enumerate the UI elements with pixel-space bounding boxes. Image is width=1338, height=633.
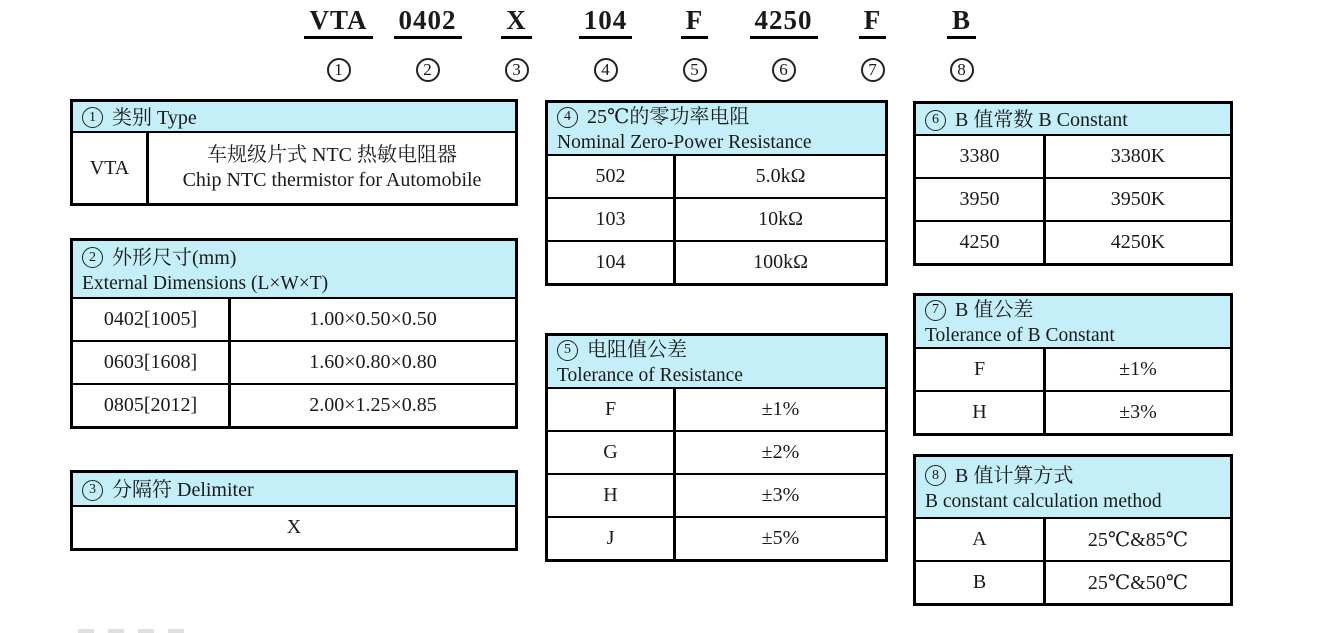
table-b-constant bbox=[913, 101, 1233, 266]
table-title: 类别 Type bbox=[112, 106, 197, 129]
part-code-size: 0402 bbox=[394, 5, 462, 39]
table-header bbox=[548, 103, 885, 156]
table-title-en: Tolerance of B Constant bbox=[925, 325, 1115, 346]
table-title-zh: 电阻值公差 bbox=[587, 339, 687, 361]
table-header bbox=[548, 336, 885, 389]
part-code-b-constant: 4250 bbox=[750, 5, 818, 39]
table-cell-code: A bbox=[916, 519, 1046, 560]
circled-number-icon: 3 bbox=[82, 480, 103, 501]
table-row bbox=[916, 562, 1230, 603]
table-cell-value: 25℃&85℃ bbox=[1087, 529, 1189, 551]
table-row bbox=[73, 507, 515, 548]
table-header bbox=[73, 241, 515, 299]
table-header bbox=[916, 457, 1230, 519]
table-b-method bbox=[913, 454, 1233, 606]
table-row bbox=[916, 392, 1230, 433]
table-row bbox=[916, 136, 1230, 179]
table-b-tolerance bbox=[913, 293, 1233, 436]
table-title-zh: 外形尺寸(mm) bbox=[112, 246, 237, 269]
table-cell-code: J bbox=[548, 518, 676, 559]
table-row bbox=[548, 518, 885, 559]
part-code-resistance: 104 bbox=[579, 5, 633, 39]
table-row bbox=[548, 475, 885, 518]
table-header bbox=[916, 296, 1230, 349]
circled-number-icon: 2 bbox=[82, 247, 103, 268]
table-cell-code: 502 bbox=[548, 156, 676, 197]
part-number-segment bbox=[294, 5, 383, 82]
part-code-b-method: B bbox=[947, 5, 976, 39]
table-cell-code: 3380 bbox=[916, 136, 1046, 177]
table-cell-code: VTA bbox=[73, 133, 149, 203]
table-cell-description bbox=[149, 133, 515, 203]
table-header bbox=[73, 102, 515, 133]
table-title-zh: B 值公差 bbox=[955, 299, 1034, 321]
table-row bbox=[916, 179, 1230, 222]
table-cell-value: ±3% bbox=[1119, 401, 1157, 423]
table-cell-code: F bbox=[916, 349, 1046, 390]
table-row bbox=[73, 385, 515, 426]
circled-index-8: 8 bbox=[950, 58, 974, 82]
table-row bbox=[916, 349, 1230, 392]
circled-index-2: 2 bbox=[416, 58, 440, 82]
table-title-en: Tolerance of Resistance bbox=[557, 365, 743, 386]
table-cell-code: 0805[2012] bbox=[73, 385, 231, 426]
table-row bbox=[916, 519, 1230, 562]
table-header bbox=[916, 104, 1230, 136]
table-resistance bbox=[545, 100, 888, 286]
table-title-en: Nominal Zero-Power Resistance bbox=[557, 132, 812, 153]
circled-number-icon: 4 bbox=[557, 107, 578, 128]
circled-number-icon: 8 bbox=[925, 465, 946, 486]
table-title: B 值常数 B Constant bbox=[955, 109, 1128, 131]
circled-index-7: 7 bbox=[861, 58, 885, 82]
table-cell-code: 0402[1005] bbox=[73, 299, 231, 340]
circled-number-icon: 5 bbox=[557, 340, 578, 361]
circled-index-6: 6 bbox=[772, 58, 796, 82]
table-title: 分隔符 Delimiter bbox=[112, 479, 254, 501]
table-row bbox=[548, 242, 885, 283]
table-cell-value: 10kΩ bbox=[758, 208, 803, 230]
circled-number-icon: 6 bbox=[925, 110, 946, 131]
table-title-en: B constant calculation method bbox=[925, 490, 1162, 512]
table-cell-value: 3380K bbox=[1110, 145, 1166, 167]
table-cell-code: 0603[1608] bbox=[73, 342, 231, 383]
circled-number-icon: 7 bbox=[925, 300, 946, 321]
table-cell-value: 1.00×0.50×0.50 bbox=[309, 308, 437, 330]
part-number-segment bbox=[917, 5, 1006, 82]
part-code-res-tolerance: F bbox=[681, 5, 709, 39]
table-row bbox=[916, 222, 1230, 263]
table-cell-code: 3950 bbox=[916, 179, 1046, 220]
table-row bbox=[548, 389, 885, 432]
table-row bbox=[548, 156, 885, 199]
circled-index-3: 3 bbox=[505, 58, 529, 82]
table-cell-value: 1.60×0.80×0.80 bbox=[309, 351, 437, 373]
table-row bbox=[73, 342, 515, 385]
table-cell-value: ±5% bbox=[761, 527, 800, 549]
table-cell-code: G bbox=[548, 432, 676, 473]
circled-index-5: 5 bbox=[683, 58, 707, 82]
table-cell-code: 4250 bbox=[916, 222, 1046, 263]
table-cell-code: F bbox=[548, 389, 676, 430]
circled-index-4: 4 bbox=[594, 58, 618, 82]
table-cell-code: B bbox=[916, 562, 1046, 603]
table-cell-code: H bbox=[916, 392, 1046, 433]
table-cell-value: 4250K bbox=[1110, 231, 1166, 253]
circled-index-1: 1 bbox=[327, 58, 351, 82]
table-cell-value: 5.0kΩ bbox=[755, 165, 806, 187]
table-cell-value: ±3% bbox=[761, 484, 800, 506]
table-cell-value: ±2% bbox=[761, 441, 800, 463]
clipped-text-fragment bbox=[78, 629, 238, 633]
table-row bbox=[73, 299, 515, 342]
part-number-segment bbox=[561, 5, 650, 82]
table-resistance-tolerance bbox=[545, 333, 888, 562]
table-cell-value: ±1% bbox=[761, 398, 800, 420]
description-zh: 车规级片式 NTC 热敏电阻器 bbox=[207, 144, 457, 166]
table-cell-value: 3950K bbox=[1110, 188, 1166, 210]
description-en: Chip NTC thermistor for Automobile bbox=[182, 169, 482, 191]
part-number-segment bbox=[739, 5, 828, 82]
table-row bbox=[548, 199, 885, 242]
part-number-segment bbox=[650, 5, 739, 82]
table-cell-code: 104 bbox=[548, 242, 676, 283]
table-cell-value: 2.00×1.25×0.85 bbox=[309, 394, 437, 416]
table-cell-value: 100kΩ bbox=[753, 251, 808, 273]
table-cell-value: 25℃&50℃ bbox=[1087, 572, 1189, 594]
part-number-segment bbox=[472, 5, 561, 82]
table-cell-code: H bbox=[548, 475, 676, 516]
table-dimensions bbox=[70, 238, 518, 429]
table-title-zh: 25℃的零功率电阻 bbox=[587, 106, 750, 128]
circled-number-icon: 1 bbox=[82, 107, 103, 128]
part-code-delimiter: X bbox=[501, 5, 532, 39]
table-header bbox=[73, 473, 515, 507]
table-title-zh: B 值计算方式 bbox=[955, 464, 1074, 487]
part-number-segment bbox=[383, 5, 472, 82]
part-number-segment bbox=[828, 5, 917, 82]
table-cell-value: ±1% bbox=[1119, 358, 1157, 380]
table-type bbox=[70, 99, 518, 206]
table-title-en: External Dimensions (L×W×T) bbox=[82, 272, 329, 294]
part-code-type: VTA bbox=[304, 5, 372, 39]
part-code-b-tolerance: F bbox=[859, 5, 887, 39]
table-cell-code: 103 bbox=[548, 199, 676, 240]
part-number-strip bbox=[294, 5, 1006, 82]
table-row bbox=[73, 133, 515, 203]
table-cell-value: X bbox=[286, 516, 302, 538]
table-delimiter bbox=[70, 470, 518, 551]
table-row bbox=[548, 432, 885, 475]
